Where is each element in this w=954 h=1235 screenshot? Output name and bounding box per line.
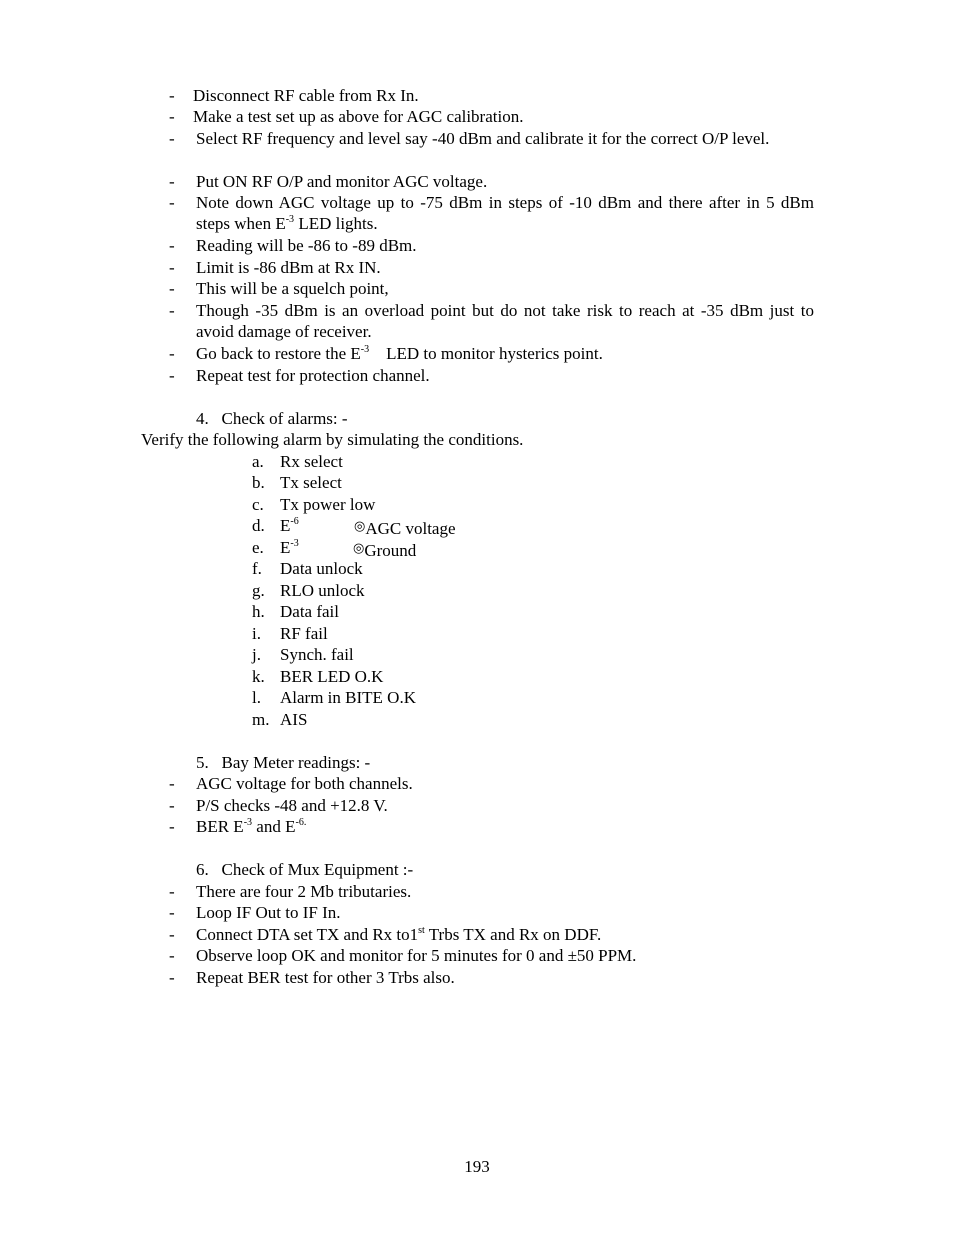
section-heading: 5. Bay Meter readings: - (196, 753, 371, 772)
section-heading: 6. Check of Mux Equipment :- (196, 860, 414, 879)
page-number: 193 (464, 1157, 490, 1176)
section-intro: Verify the following alarm by simulating the conditions. (141, 430, 524, 449)
document-page: - Disconnect RF cable from Rx In. - Make a test set up as above for AGC calibration. - Select RF frequency and level say -40 dBm and calibrate it for the correct O/P level. - Put ON RF O/P and monitor AGC voltage. - Note down AGC voltage up to -75 dBm in steps of -10 dBm and there after in 5 dBm steps when $E^{-3}$ LED lights. - Reading will be -86 to -89 dBm. - Limit is -86 dBm at Rx IN. - This will be a squelch point, - Though -35 dBm is an overload point but do not take risk to reach at -35 dBm just to avoid damage of receiver. - Go back to restore the $E^{-3}$ LED to monitor hysterics point. - Repeat test for protection channel. 4. Check of alarms: - Verify the following alarm by simulating the conditions. a. Rx select b. Tx select c. Tx power low d. $E^{-6}$ ◎AGC voltage e. $E^{-3}$ ◎Ground f. Data unlock g. RLO unlock h. Data fail i. RF fail j. Synch. fail k. BER LED O.K l. Alarm in BITE O.K m. AIS 5. Bay Meter readings: - - AGC voltage for both channels. - P/S checks -48 and +12.8 V. - BER $E^{-3}$ and $E^{-6.}$ 6. Check of Mux Equipment :- - There are four 2 Mb tributaries. - Loop IF Out to IF In. - Connect DTA set TX and Rx to1st Trbs TX and Rx on DDF. - Observe loop OK and monitor for 5 minutes for 0 and ±50 PPM. - Repeat BER test for other 3 Trbs also. 193 (0, 0, 954, 1235)
circle-icon: ◎ (354, 518, 366, 533)
circle-icon: ◎ (353, 540, 365, 555)
section-heading: 4. Check of alarms: - (196, 409, 348, 428)
